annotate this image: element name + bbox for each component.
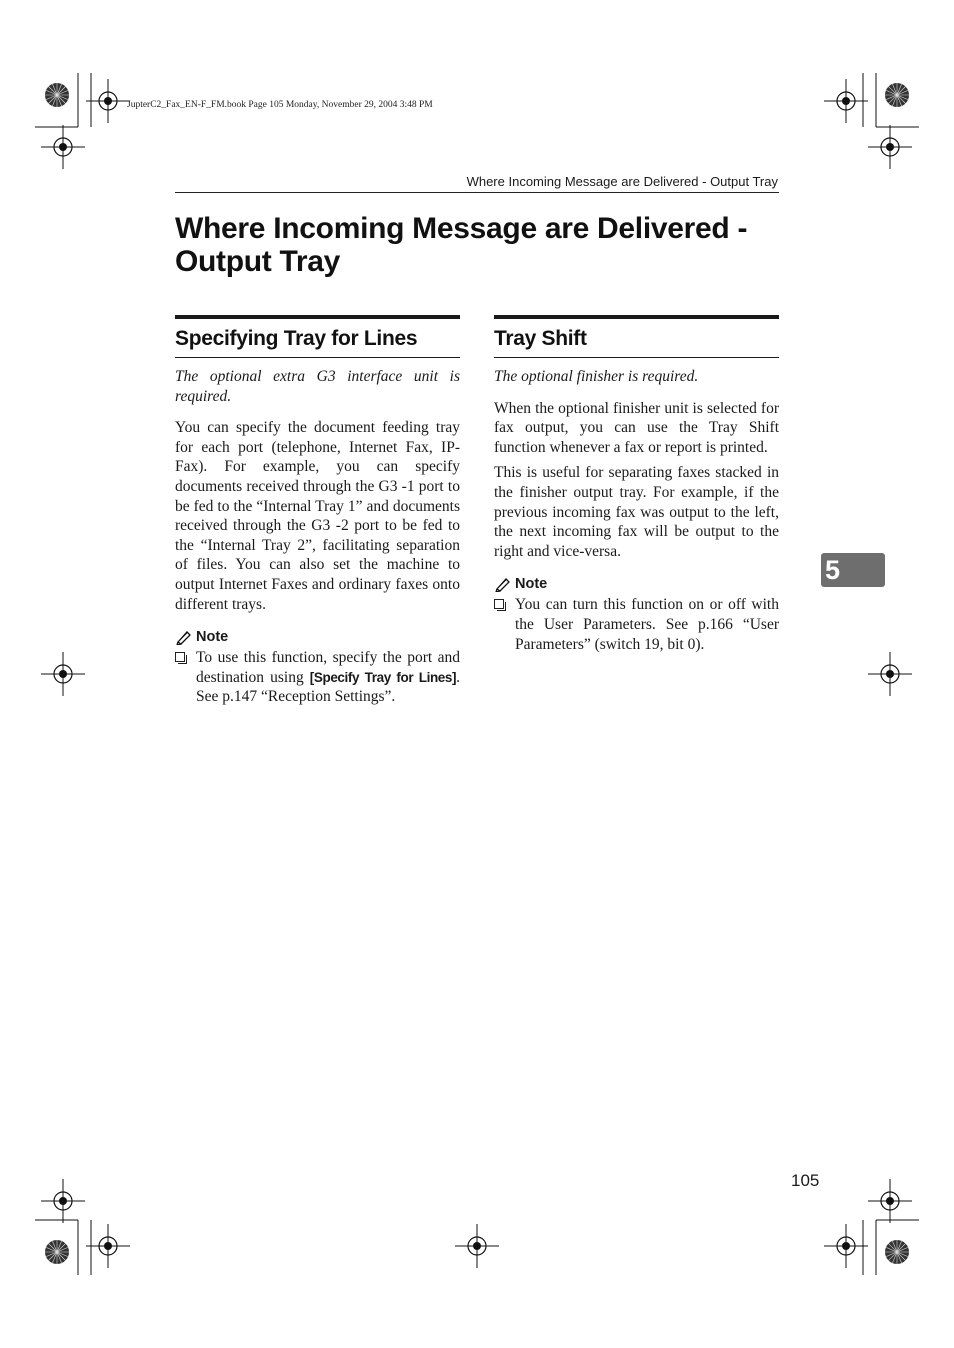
requirement-note: The optional finisher is required. [494, 368, 699, 385]
note-label: Note [515, 576, 548, 593]
note-item [494, 595, 779, 654]
section-rule [494, 357, 779, 358]
note-heading [494, 575, 779, 593]
note-text: To use this function, specify the port and destination using [196, 649, 460, 686]
note-text: You can turn this function on or off with the User Parameters. See p.166 “User Parameters” (switch 19, bit 0). [515, 596, 779, 653]
section-tray-shift [494, 315, 779, 654]
body-paragraph: You can specify the document feeding tray for each port (telephone, Internet Fax, IP-Fax). For example, you can specify documents received through the G3 -1 port to be fed to the “Internal Tray 1” and documents received through the G3 -2 port to be fed to the “Internal Tray 2”, facilitating separation of files. You can also set the machine to output Internet Faxes and ordinary faxes onto different trays. [175, 419, 460, 613]
key-name: [Specify Tray for Lines] [309, 669, 457, 685]
checkbox-icon [175, 652, 185, 662]
pencil-icon [175, 629, 193, 645]
page-title-line2: Output Tray [175, 245, 341, 278]
body-paragraph-2: This is useful for separating faxes stacked in the finisher output tray. For example, if the previous incoming fax was output to the left, the next incoming fax will be output to the right and vice-versa. [494, 464, 779, 560]
section-heading: Tray Shift [494, 327, 587, 350]
pencil-icon [494, 576, 512, 592]
file-info: JupterC2_Fax_EN-F_FM.book Page 105 Monday, November 29, 2004 3:48 PM [127, 100, 433, 110]
page-title-line1: Where Incoming Message are Delivered - [175, 212, 748, 245]
section-specifying-tray [175, 315, 460, 707]
requirement-note: The optional extra G3 interface unit is required. [175, 368, 460, 405]
note-label: Note [196, 629, 229, 646]
chapter-number: 5 [825, 555, 841, 585]
page-number: 105 [791, 1171, 820, 1190]
body-paragraph-1: When the optional finisher unit is selected for fax output, you can use the Tray Shift function whenever a fax or report is printed. [494, 399, 779, 456]
section-heading: Specifying Tray for Lines [175, 327, 418, 350]
checkbox-icon [494, 599, 504, 609]
running-header: Where Incoming Message are Delivered - Output Tray [466, 174, 778, 189]
note-item [175, 648, 460, 707]
note-text-end: . See p.147 “Reception Settings”. [196, 668, 460, 706]
section-rule [175, 357, 460, 358]
chapter-tab [821, 553, 885, 587]
header-rule [175, 192, 779, 193]
page-title [175, 212, 795, 278]
note-heading [175, 628, 460, 646]
